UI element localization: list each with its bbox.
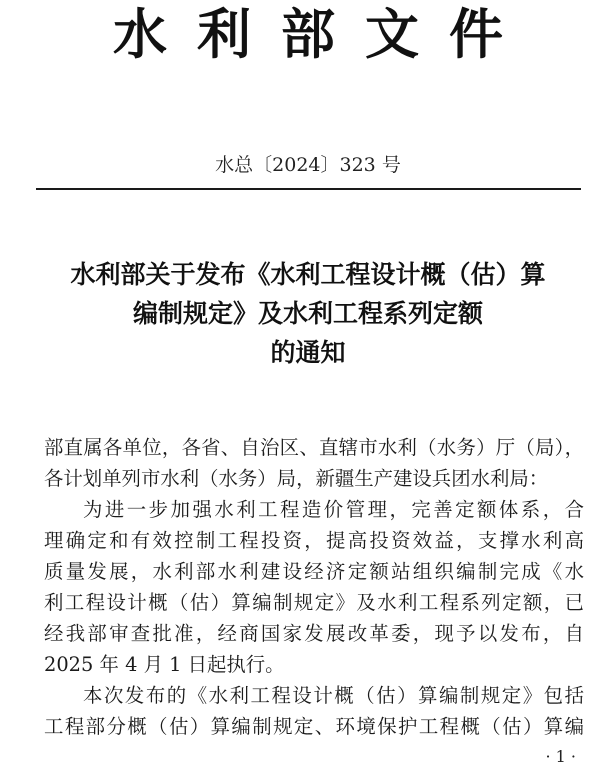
paragraph-line: 2025 年 4 月 1 日起执行。 bbox=[44, 653, 285, 676]
header-divider bbox=[36, 188, 581, 190]
paragraph-line: 工程部分概（估）算编制规定、环境保护工程概（估）算编 bbox=[44, 715, 584, 738]
notice-title-line: 编制规定》及水利工程系列定额 bbox=[132, 299, 483, 328]
header-char: 利 bbox=[197, 2, 251, 66]
addressee-line: 部直属各单位，各省、自治区、直辖市水利（水务）厅（局）， bbox=[44, 436, 584, 459]
paragraph-line: 质量发展，水利部水利建设经济定额站组织编制完成《水 bbox=[44, 560, 584, 583]
notice-title bbox=[0, 255, 616, 372]
addressee-line: 各计划单列市水利（水务）局，新疆生产建设兵团水利局： bbox=[44, 467, 549, 490]
paragraph-line: 理确定和有效控制工程投资，提高投资效益，支撑水利高 bbox=[44, 529, 584, 552]
header-char: 文 bbox=[365, 2, 419, 66]
notice-title-line: 水利部关于发布《水利工程设计概（估）算 bbox=[70, 260, 546, 289]
notice-title-line: 的通知 bbox=[270, 338, 346, 367]
header-char: 水 bbox=[113, 2, 167, 66]
page-number: · 1 · bbox=[545, 747, 576, 766]
document-number: 水总〔2024〕323 号 bbox=[215, 154, 401, 176]
header-char: 件 bbox=[449, 2, 503, 66]
paragraph-line: 为进一步加强水利工程造价管理，完善定额体系，合 bbox=[83, 498, 584, 521]
header-char: 部 bbox=[281, 2, 335, 66]
document-header-title bbox=[0, 0, 616, 69]
addressee-block bbox=[44, 432, 584, 494]
paragraph-line: 本次发布的《水利工程设计概（估）算编制规定》包括 bbox=[83, 684, 584, 707]
paragraph-1 bbox=[44, 494, 584, 680]
paragraph-line: 经我部审查批准，经商国家发展改革委，现予以发布，自 bbox=[44, 622, 584, 645]
paragraph-2 bbox=[44, 680, 584, 742]
paragraph-line: 利工程设计概（估）算编制规定》及水利工程系列定额，已 bbox=[44, 591, 584, 614]
